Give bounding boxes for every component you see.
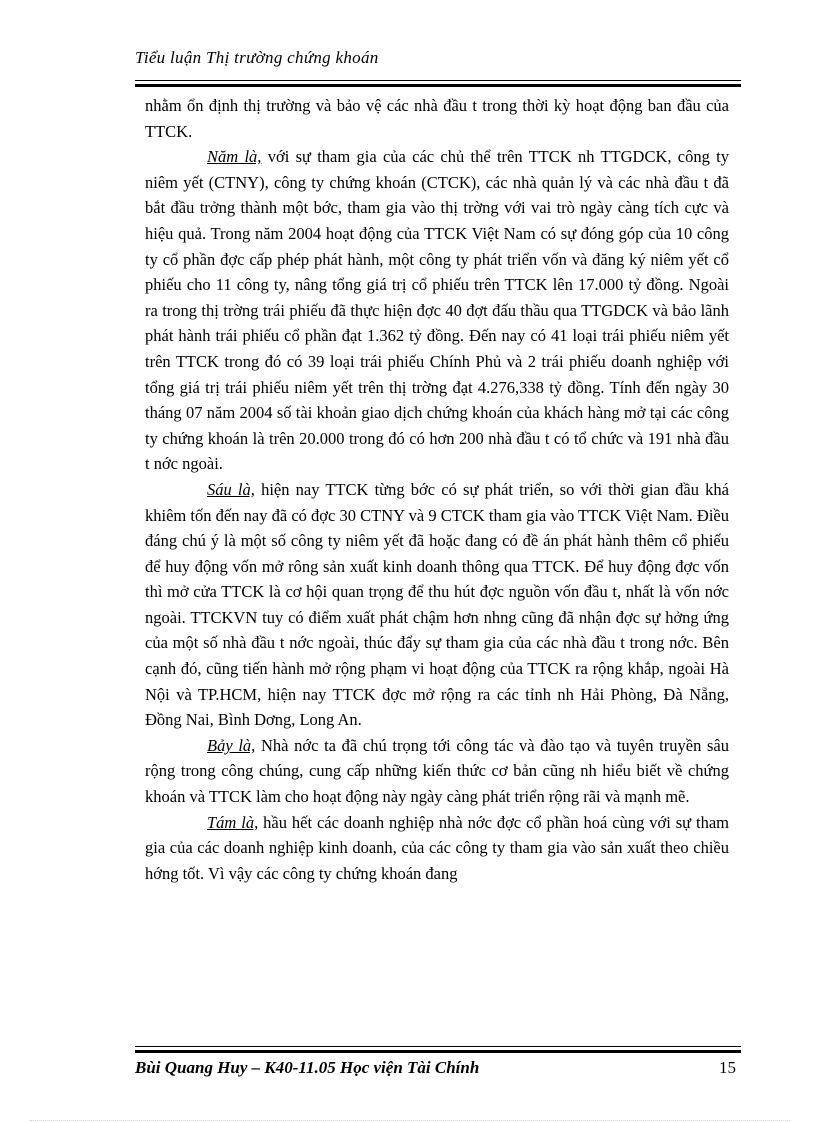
paragraph-seventh [145,733,729,810]
page-header-title: Tiểu luận Thị trường chứng khoán [135,48,379,67]
footer-author: Bùi Quang Huy – K40-11.05 Học viện Tài Chính [135,1058,480,1077]
paragraph-text: nhằm ổn định thị trường và bảo vệ các nhà đầu t trong thời kỳ hoạt động ban đầu của TTCK. [145,96,729,141]
paragraph-text: hầu hết các doanh nghiệp nhà nớc đợc cổ phần hoá cùng với sự tham gia của các doanh nghiệp kinh doanh, của các công ty tham gia vào sản xuất theo chiều hớng tốt. Vì vậy các công ty chứng khoán đang [145,812,729,883]
paragraph-continuation [145,93,729,144]
footer-rule-thin [135,1046,741,1047]
paragraph-lead: Sáu là, [207,479,255,499]
paragraph-text: Nhà nớc ta đã chú trọng tới công tác và đào tạo và tuyên truyền sâu rộng trong công chúng, cung cấp những kiến thức cơ bản cũng nh hiểu biết về chứng khoán và TTCK làm cho hoạt động này ngày càng phát triển rộng rãi và mạnh mẽ. [145,735,729,807]
paragraph-text: với sự tham gia của các chủ thể trên TTCK nh TTGDCK, công ty niêm yết (CTNY), công ty chứng khoán (CTCK), các nhà quản lý và các nhà đầu t đã bắt đầu trởng thành một bớc, tham gia vào thị trờng với vai trò ngày càng tích cực và hiệu quả. Trong năm 2004 hoạt động của TTCK Việt Nam có sự đóng góp của 10 công ty cổ phần đợc cấp phép phát hành, một công ty phát triển vốn và đăng ký niêm yết cổ phiếu cho 11 công ty, nâng tổng giá trị cổ phiếu trên TTCK lên 17.000 tỷ đồng. Ngoài ra trong thị trờng trái phiếu đã thực hiện đợc 40 đợt đấu thầu qua TTGDCK và bảo lãnh phát hành trái phiếu cổ phần đạt 1.362 tỷ đồng. Đến nay có 41 loại trái phiếu niêm yết trên TTCK trong đó có 39 loại trái phiếu Chính Phủ và 2 trái phiếu doanh nghiệp với tổng giá trị trái phiếu niêm yết trên thị trờng đạt 4.276,338 tỷ đồng. Tính đến ngày 30 tháng 07 năm 2004 số tài khoản giao dịch chứng khoán của khách hàng mở tại các công ty chứng khoán là trên 20.000 trong đó có hơn 200 nhà đầu t có tổ chức và 191 nhà đầu t nớc ngoài. [145,147,729,474]
page-number: 15 [719,1058,736,1077]
header-rule-thick [135,84,741,87]
paragraph-text: hiện nay TTCK từng bớc có sự phát triển, so với thời gian đầu khá khiêm tốn đến nay đã có đợc 30 CTNY và 9 CTCK tham gia vào TTCK Việt Nam. Điều đáng chú ý là một số công ty niêm yết đã hoặc đang có đề án phát hành thêm cổ phiếu để huy động vốn mở rông sản xuất kinh doanh thông qua TTCK. Để huy động đợc vốn thì mở cửa TTCK là cơ hội quan trọng để thu hút đợc nguồn vốn đầu t, nhất là vốn nớc ngoài. TTCKVN tuy có điểm xuất phát chậm hơn nhng cũng đã nhận đợc sự hởng ứng của một số nhà đầu t nớc ngoài, thúc đẩy sự tham gia của các nhà đầu t trong nớc. Bên cạnh đó, cũng tiến hành mở rộng phạm vi hoạt động của TTCK ra rộng khắp, ngoài Hà Nội và TP.HCM, hiện nay TTCK đợc mở rộng ra các tỉnh nh Hải Phòng, Đà Nẵng, Đồng Nai, Bình Dơng, Long An. [145,479,729,730]
bottom-dotted-line [30,1120,790,1121]
paragraph-fifth [145,144,729,477]
paragraph-sixth [145,477,729,733]
header-rule-thin [135,80,741,81]
paragraph-eighth [145,810,729,887]
footer-rule-thick [135,1050,741,1053]
document-body [145,93,729,886]
paragraph-lead: Tám là, [207,812,259,832]
paragraph-lead: Bảy là, [207,735,256,755]
paragraph-lead: Năm là, [207,147,262,167]
